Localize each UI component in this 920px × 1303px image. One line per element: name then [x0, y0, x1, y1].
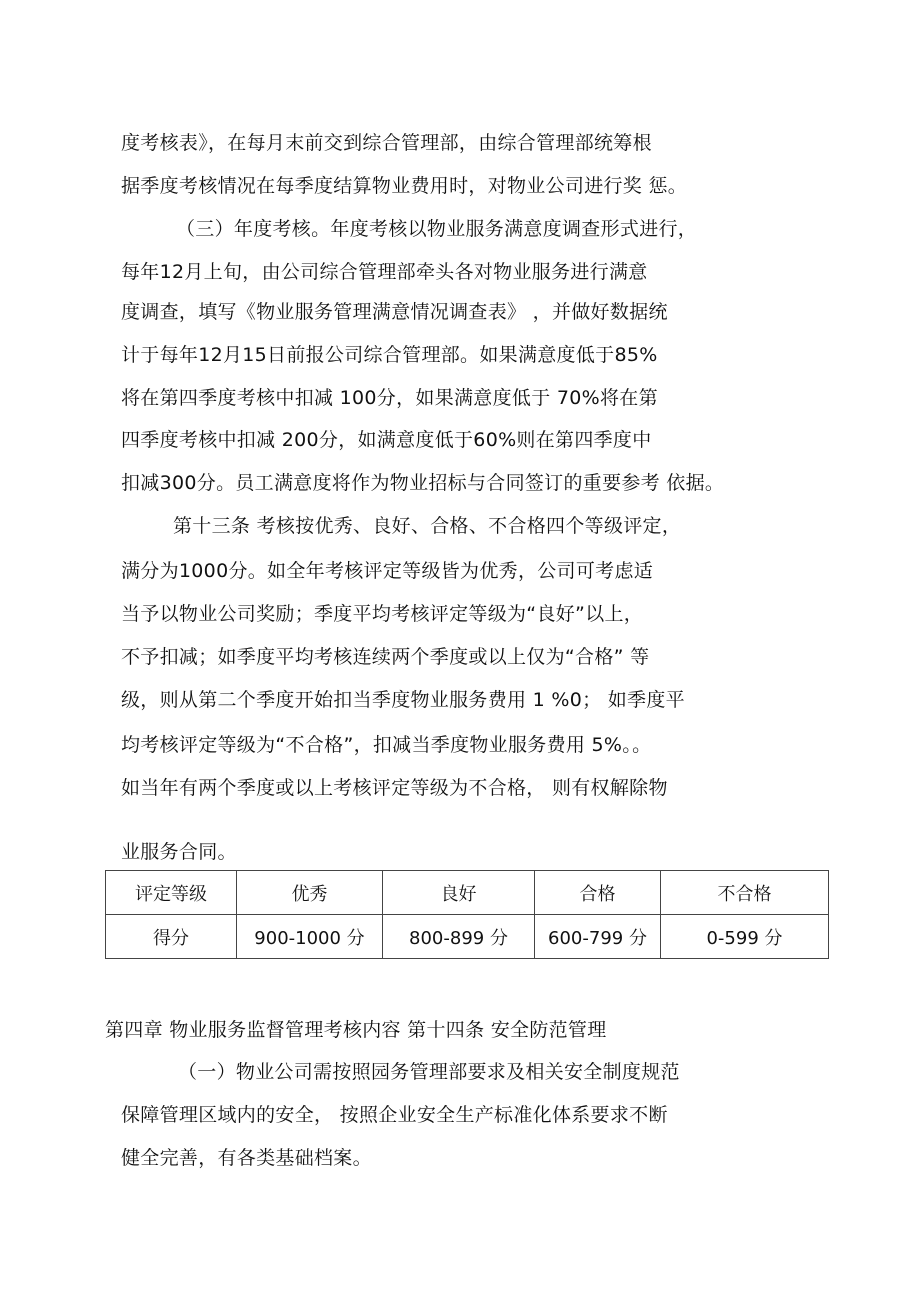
- paragraph-line: 计于每年12月15日前报公司综合管理部。如果满意度低于85%: [121, 344, 658, 366]
- table-header-cell: 合格: [535, 871, 661, 915]
- table-cell: 0-599 分: [661, 915, 829, 959]
- table-header-row: [106, 871, 829, 915]
- table-cell: 800-899 分: [383, 915, 535, 959]
- paragraph-line: 业服务合同。: [121, 841, 237, 863]
- table-header-cell: 不合格: [661, 871, 829, 915]
- paragraph-line: （一）物业公司需按照园务管理部要求及相关安全制度规范: [178, 1061, 680, 1083]
- paragraph-line: 当予以物业公司奖励；季度平均考核评定等级为“良好”以上，: [121, 603, 644, 625]
- paragraph-line: 均考核评定等级为“不合格”，扣减当季度物业服务费用 5%。。: [121, 734, 652, 756]
- table-cell: 900-1000 分: [237, 915, 383, 959]
- table-cell: 得分: [106, 915, 237, 959]
- paragraph-line: 满分为1000分。如全年考核评定等级皆为优秀，公司可考虑适: [121, 560, 654, 582]
- paragraph-line: 健全完善，有各类基础档案。: [121, 1147, 372, 1169]
- paragraph-line: 每年12月上旬，由公司综合管理部牵头各对物业服务进行满意: [121, 261, 648, 283]
- paragraph-line: 保障管理区域内的安全， 按照企业安全生产标准化体系要求不断: [121, 1104, 668, 1126]
- paragraph-line: 扣减300分。员工满意度将作为物业招标与合同签订的重要参考 依据。: [121, 472, 725, 494]
- paragraph-line: 度调查，填写《物业服务管理满意情况调查表》 ，并做好数据统: [121, 301, 668, 323]
- grade-table: [105, 870, 829, 959]
- paragraph-line: 不予扣减；如季度平均考核连续两个季度或以上仅为“合格” 等: [121, 646, 650, 668]
- paragraph-line: 级，则从第二个季度开始扣当季度物业服务费用 1 %0； 如季度平: [121, 689, 685, 711]
- table-header-cell: 优秀: [237, 871, 383, 915]
- paragraph-line: （三）年度考核。年度考核以物业服务满意度调查形式进行，: [176, 218, 698, 240]
- table-header-cell: 评定等级: [106, 871, 237, 915]
- paragraph-line: 如当年有两个季度或以上考核评定等级为不合格， 则有权解除物: [121, 777, 668, 799]
- paragraph-line: 据季度考核情况在每季度结算物业费用时，对物业公司进行奖 惩。: [121, 175, 688, 197]
- chapter-heading: 第四章 物业服务监督管理考核内容 第十四条 安全防范管理: [105, 1019, 607, 1041]
- table-row: [106, 915, 829, 959]
- paragraph-line: 将在第四季度考核中扣减 100分，如果满意度低于 70%将在第: [121, 387, 658, 409]
- paragraph-line: 度考核表》，在每月末前交到综合管理部，由综合管理部统筹根: [121, 132, 652, 154]
- paragraph-line: 四季度考核中扣减 200分，如满意度低于60%则在第四季度中: [121, 429, 652, 451]
- table-cell: 600-799 分: [535, 915, 661, 959]
- paragraph-line: 第十三条 考核按优秀、良好、合格、不合格四个等级评定，: [173, 515, 682, 537]
- table-header-cell: 良好: [383, 871, 535, 915]
